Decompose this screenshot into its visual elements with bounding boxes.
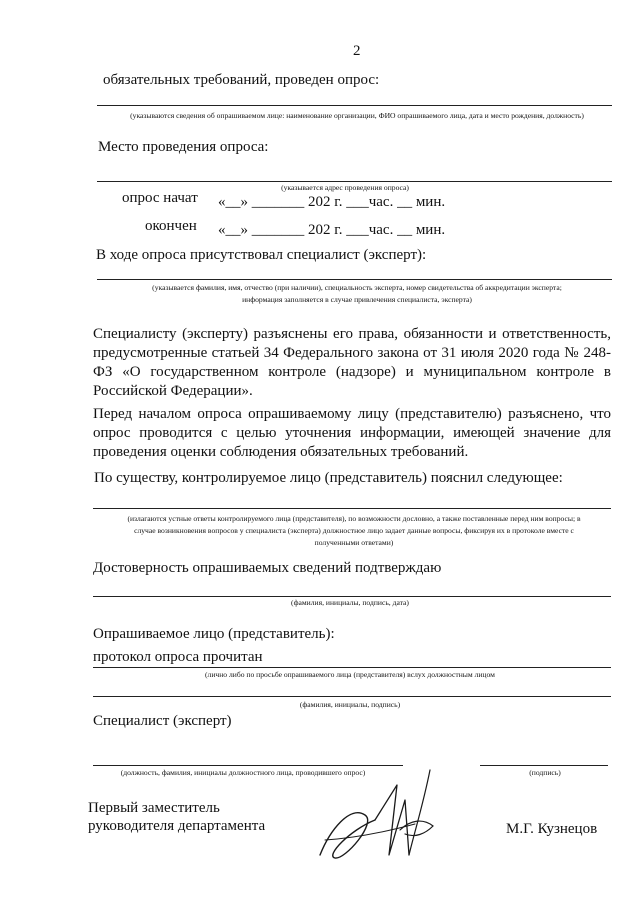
blank-line-read: [93, 667, 611, 668]
blank-line-signature: [480, 765, 608, 766]
page-number: 2: [353, 43, 361, 59]
caption-specialist-2: информация заполняется в случае привлечения специалиста, эксперта): [242, 295, 472, 304]
place-label: Место проведения опроса:: [98, 139, 269, 155]
caption-official: (должность, фамилия, инициалы должностного лица, проводившего опрос): [120, 768, 366, 777]
blank-line-specialist: [97, 279, 612, 280]
end-date-pattern: «__» _______ 202 г. ___час. __ мин.: [218, 222, 446, 238]
blank-line-person: [97, 105, 612, 106]
paragraph-purpose: Перед началом опроса опрашиваемому лицу (представителю) разъяснено, что опрос проводится с целью уточнения информации, имеющей значение для проведения оценки соблюдения обязательных требований.: [93, 406, 611, 460]
caption-read-aloud: (лично либо по просьбе опрашиваемого лица (представителя) вслух должностным лицом: [205, 670, 495, 679]
intro-text: обязательных требований, проведен опрос:: [103, 72, 380, 88]
caption-answers-1: (излагаются устные ответы контролируемого лица (представителя), по возможности дословно, а также поставленные перед ним вопросы; в: [127, 514, 581, 523]
end-label: окончен: [145, 218, 197, 234]
signer-title-2: руководителя департамента: [88, 818, 266, 834]
caption-signature: (подпись): [529, 768, 561, 777]
protocol-read-text: протокол опроса прочитан: [93, 649, 263, 665]
caption-person: (указываются сведения об опрашиваемом лице: наименование организации, ФИО опрашиваемого лица, дата и место рождения, должность): [130, 111, 584, 120]
caption-answers-2: случае возникновения вопросов у специалиста (эксперта) должностное лицо задает данные вопросы, фиксируя их в протоколе вместе с: [134, 526, 574, 535]
start-date-pattern: «__» _______ 202 г. ___час. __ мин.: [218, 194, 446, 210]
blank-line-respondent-sign: [93, 696, 611, 697]
handwritten-signature: [305, 760, 445, 880]
caption-name-sign: (фамилия, инициалы, подпись): [299, 700, 401, 709]
reliability-label: Достоверность опрашиваемых сведений подтверждаю: [93, 560, 442, 576]
explained-label: По существу, контролируемое лицо (представитель) пояснил следующее:: [94, 470, 563, 486]
specialist-present-label: В ходе опроса присутствовал специалист (эксперт):: [96, 247, 427, 263]
caption-answers-3: полученными ответами): [314, 538, 394, 547]
paragraph-rights: Специалисту (эксперту) разъяснены его права, обязанности и ответственность, предусмотренные статьей 34 Федерального закона от 31 июля 2020 года № 248-ФЗ «О государственном контроле (надзоре) и муниципальном контроле в Российской Федерации».: [93, 326, 611, 399]
specialist-label: Специалист (эксперт): [93, 713, 232, 729]
respondent-label: Опрашиваемое лицо (представитель):: [93, 626, 335, 642]
caption-name-sign-date: (фамилия, инициалы, подпись, дата): [291, 598, 409, 607]
blank-line-answers: [93, 508, 611, 509]
caption-specialist-1: (указывается фамилия, имя, отчество (при наличии), специальность эксперта, номер свидетельства об аккредитации эксперта;: [152, 283, 562, 292]
blank-line-address: [97, 181, 612, 182]
signer-title-1: Первый заместитель: [88, 800, 220, 816]
blank-line-reliability: [93, 596, 611, 597]
caption-address: (указывается адрес проведения опроса): [281, 183, 409, 192]
signer-name: М.Г. Кузнецов: [506, 821, 598, 837]
start-label: опрос начат: [122, 190, 198, 206]
